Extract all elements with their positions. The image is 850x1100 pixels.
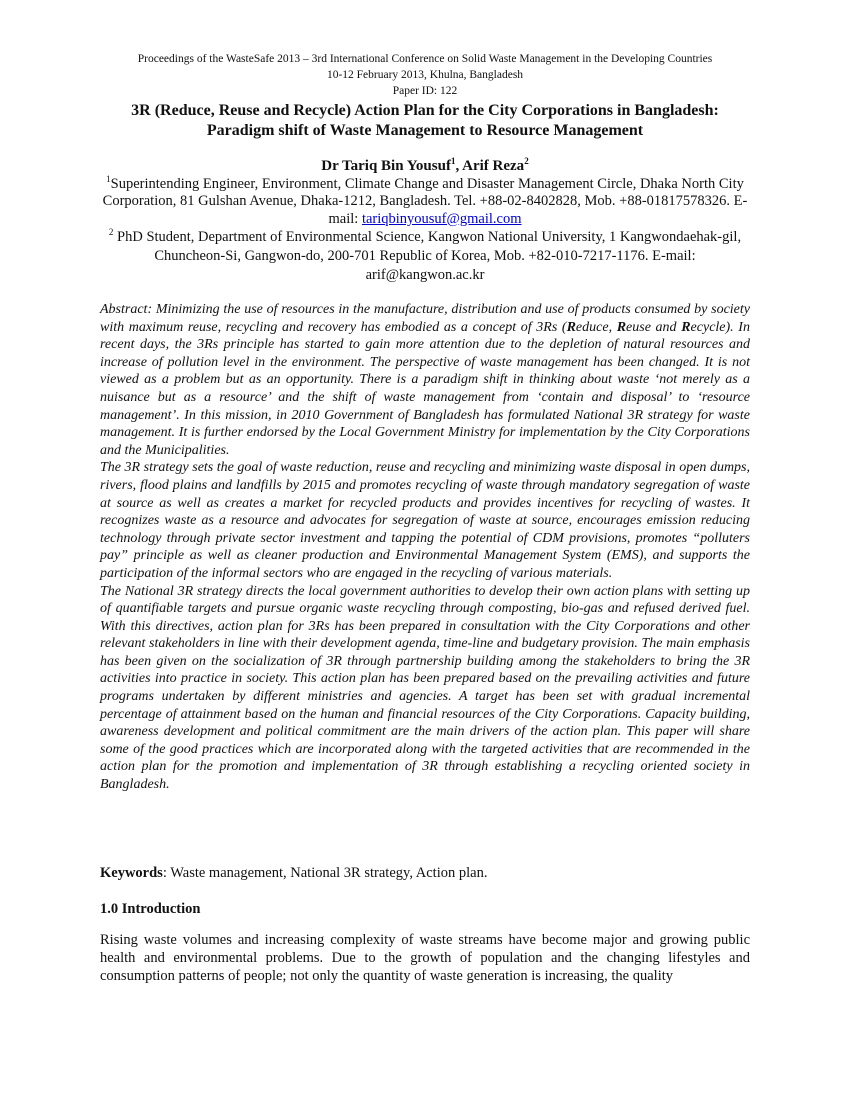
- affiliation-2-superscript: 2: [108, 227, 114, 238]
- abstract-bold-r-reuse: R: [616, 319, 627, 335]
- conference-header: [100, 51, 750, 99]
- header-line-proceedings: Proceedings of the WasteSafe 2013 – 3rd International Conference on Solid Waste Management in the Developing Countries: [137, 53, 713, 65]
- section-heading-introduction: 1.0 Introduction: [100, 901, 201, 917]
- abstract-paragraph-3: The National 3R strategy directs the local government authorities to develop their own action plans with setting up of quantifiable targets and pursue organic waste recycling through composting, bio-gas and refused derived fuel. With this directives, action plan for 3Rs has been prepared in consultation with the City Corporations and other relevant stakeholders in line with their development agenda, time-line and budgetary provision. The main emphasis has been given on the socialization of 3R through partnership building among the stakeholders to bring the 3R activities into practice in society. This action plan has been prepared based on the prevailing activities and future programs undertaken by different ministries and agencies. A target has been set with gradual incremental percentage of attainment based on the human and financial resources of the City Corporations. Capacity building, awareness development and political commitment are the main drivers of the action plan. This paper will share some of the good practices which are incorporated along with the targeted activities that are recommended in the action plan for the promotion and implementation of 3R through establishing a recycling oriented society in Bangladesh.: [100, 583, 750, 793]
- affiliation-2-text: PhD Student, Department of Environmental Science, Kangwon National University, 1 Kangwondaehak-gil, Chuncheon-Si, Gangwon-do, 200-701 Republic of Korea, Mob. +82-010-7217-1176. E-mail: arif@kangwon.ac.kr: [113, 229, 742, 283]
- abstract-p1-part-d: ecycle). In recent days, the 3Rs principle has started to gain more attention due to the depletion of natural resources and increase of pollution level in the environment. The perspective of waste management has been changed. It is not viewed as a problem but as an opportunity. There is a paradigm shift in thinking about waste ‘not merely as a nuisance but as a resource’ and the shift of waste management from ‘contain and disposal’ to ‘resource management’. In this mission, in 2010 Government of Bangladesh has formulated National 3R strategy for waste management. It is further endorsed by the Local Government Ministry for implementation by the City Corporations and the Municipalities.: [100, 319, 750, 458]
- abstract-bold-r-reduce: R: [566, 319, 576, 335]
- abstract-paragraph-2: The 3R strategy sets the goal of waste reduction, reuse and recycling and minimizing waste disposal in open dumps, rivers, flood plains and landfills by 2015 and promotes recycling of waste through mandatory segregation of waste at source as well as creates a market for recycled products and provides incentives for recycling of wastes. It recognizes waste as a resource and advocates for segregation of waste at source, encourages emission reducing technology through private sector investment and tapping the potential of CDM provisions, promotes “polluters pay” principle as well as cleaner production and Environmental Management System (EMS), and supports the participation of the informal sectors who are engaged in the recycling of various materials.: [100, 460, 750, 581]
- affiliation-1: [100, 176, 750, 228]
- abstract-paragraph-1: [100, 301, 750, 459]
- author-1: Dr Tariq Bin Yousuf: [321, 158, 451, 174]
- author-separator: ,: [455, 158, 463, 174]
- affiliation-1-text: Superintending Engineer, Environment, Climate Change and Disaster Management Circle, Dhaka North City Corporation, 81 Gulshan Avenue, Dhaka-1212, Bangladesh. Tel. +88-02-8402828, Mob. +88-01817578326. E-mail:: [102, 176, 748, 227]
- keywords: [100, 864, 750, 882]
- abstract-bold-r-recycle: R: [681, 319, 691, 335]
- author-1-superscript: 1: [450, 156, 456, 166]
- affiliation-2: [100, 228, 750, 285]
- keywords-text: : Waste management, National 3R strategy, Action plan.: [162, 865, 488, 881]
- abstract-p1-part-c: euse and: [626, 319, 682, 335]
- introduction-paragraph: Rising waste volumes and increasing complexity of waste streams have become major and growing public health and environmental problems. Due to the growth of population and the changing lifestyles and consumption patterns of people; not only the quantity of waste generation is increasing, the quality: [100, 932, 750, 984]
- paper-title: [100, 101, 750, 141]
- title-line-1: 3R (Reduce, Reuse and Recycle) Action Plan for the City Corporations in Bangladesh:: [131, 102, 719, 119]
- keywords-label: Keywords: [100, 865, 163, 881]
- abstract-p1-part-a: Abstract: Minimizing the use of resources in the manufacture, distribution and use of products consumed by society with maximum reuse, recycling and recovery has embodied as a concept of 3Rs (: [100, 302, 750, 335]
- author-2: Arif Reza: [462, 158, 525, 174]
- affiliation-1-email-link[interactable]: tariqbinyousuf@gmail.com: [361, 210, 522, 227]
- header-line-paper-id: Paper ID: 122: [392, 85, 458, 97]
- header-line-date: 10-12 February 2013, Khulna, Bangladesh: [326, 69, 524, 81]
- author-2-superscript: 2: [524, 156, 529, 166]
- abstract: [100, 301, 750, 794]
- author-list: [100, 157, 750, 175]
- title-line-2: Paradigm shift of Waste Management to Resource Management: [206, 122, 644, 139]
- affiliation-1-superscript: 1: [106, 174, 111, 185]
- abstract-p1-part-b: educe,: [575, 319, 617, 335]
